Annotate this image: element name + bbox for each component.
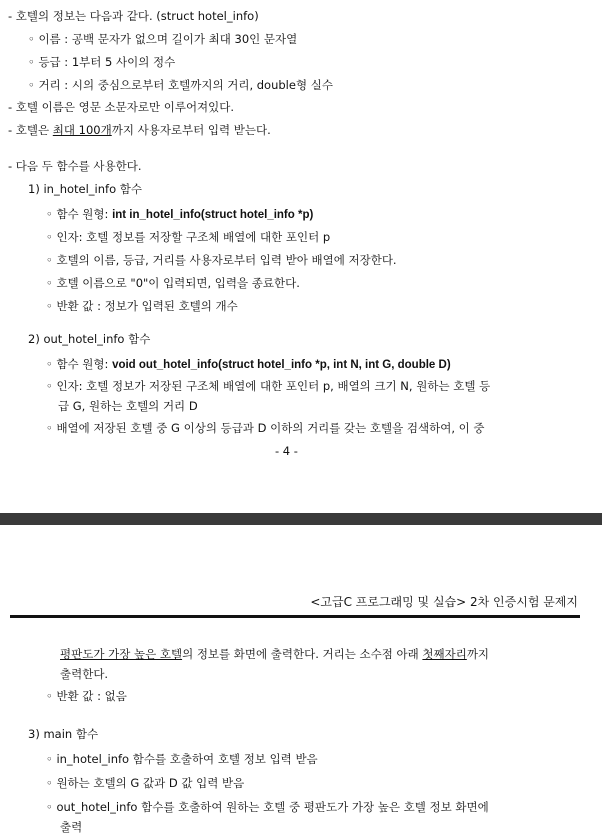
underlined-text: 최대 100개 [52,123,112,137]
page-header: <고급C 프로그래밍 및 실습> 2차 인증시험 문제지 [310,595,578,609]
bullet-hotel-max [8,122,271,138]
main-step-gd: ◦ 원하는 호텔의 G 값과 D 값 입력 받음 [46,776,245,790]
text: ◦ 함수 원형: [46,207,113,221]
text: 까지 사용자로부터 입력 받는다. [111,123,271,137]
bullet-hotel-struct: - 호텔의 정보는 다음과 같다. (struct hotel_info) [8,9,259,23]
arg-out-hotel-info-cont: 급 G, 원하는 호텔의 거리 D [58,399,198,413]
text: - 호텔은 [8,123,53,137]
return-out-hotel-info: ◦ 반환 값 : 없음 [46,689,127,703]
prototype-in-hotel-info [46,206,313,223]
bullet-hotel-name-rule: - 호텔 이름은 영문 소문자로만 이루어져있다. [8,100,235,114]
main-step-input: ◦ in_hotel_info 함수를 호출하여 호텔 정보 입력 받음 [46,752,318,766]
terminate-rule: ◦ 호텔 이름으로 "0"이 입력되면, 입력을 종료한다. [46,276,300,290]
sub-bullet-grade: ◦ 등급 : 1부터 5 사이의 정수 [28,55,176,69]
section-in-hotel-info: 1) in_hotel_info 함수 [28,182,142,196]
arg-out-hotel-info: ◦ 인자: 호텔 정보가 저장된 구조체 배열에 대한 포인터 p, 배열의 크기 N, 원하는 호텔 등 [46,379,491,393]
sub-bullet-name: ◦ 이름 : 공백 문자가 없으며 길이가 최대 30인 문자열 [28,32,298,46]
prototype-out-hotel-info [46,356,451,373]
page-number: - 4 - [275,444,298,458]
main-step-output-cont: 출력 [60,820,83,834]
page-separator [0,513,602,525]
section-main: 3) main 함수 [28,727,99,741]
sub-bullet-distance: ◦ 거리 : 시의 중심으로부터 호텔까지의 거리, double형 실수 [28,78,333,92]
text: 까지 [466,647,490,661]
return-in-hotel-info: ◦ 반환 값 : 정보가 입력된 호텔의 개수 [46,299,238,313]
arg-in-hotel-info: ◦ 인자: 호텔 정보를 저장할 구조체 배열에 대한 포인터 p [46,230,331,244]
text: ◦ 함수 원형: [46,357,113,371]
desc-out-hotel-info-cont [60,646,489,662]
desc-out-hotel-info: ◦ 배열에 저장된 호텔 중 G 이상의 등급과 D 이하의 거리를 갖는 호텔을 검색하여, 이 중 [46,421,485,435]
desc-out-hotel-info-end: 출력한다. [60,667,109,681]
bold-code: void out_hotel_info(struct hotel_info *p, int N, int G, double D) [112,359,451,371]
header-rule [10,615,580,618]
main-step-output: ◦ out_hotel_info 함수를 호출하여 원하는 호텔 중 평판도가 가장 높은 호텔 정보 화면에 [46,800,489,814]
bold-code: int in_hotel_info(struct hotel_info *p) [112,209,314,221]
section-out-hotel-info: 2) out_hotel_info 함수 [28,332,151,346]
desc-in-hotel-info: ◦ 호텔의 이름, 등급, 거리를 사용자로부터 입력 받아 배열에 저장한다. [46,253,397,267]
underlined-text: 평판도가 가장 높은 호텔 [60,647,183,661]
text: 의 정보를 화면에 출력한다. 거리는 소수점 아래 [182,647,423,661]
bullet-two-functions: - 다음 두 함수를 사용한다. [8,159,142,173]
underlined-text: 첫째자리 [422,647,467,661]
